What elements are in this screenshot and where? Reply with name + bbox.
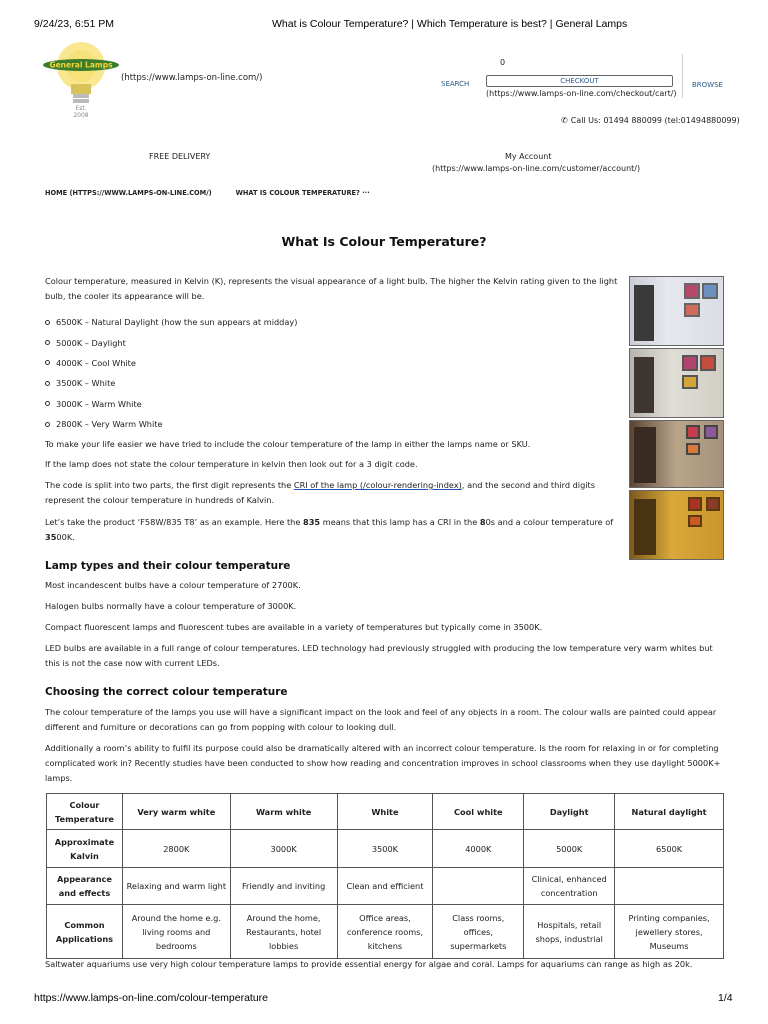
table-header-cell: Natural daylight <box>615 794 724 830</box>
table-header-cell: Warm white <box>230 794 337 830</box>
room-photo-3000k <box>629 420 724 488</box>
site-logo[interactable] <box>42 36 120 120</box>
table-cell: Printing companies, jewellery stores, Museums <box>615 905 724 959</box>
paragraph: Additionally a room’s ability to fulfil its purpose could also be dramatically altered with an incorrect colour temperature. Is the room for relaxing in or for completing complicated work in? Recently studies have been conducted to show how reading and concentration improves in school classrooms when they use daylight 5000K+ lamps. <box>45 743 721 783</box>
table-row-header: Approximate Kalvin <box>47 830 123 868</box>
list-item: 2800K – Very Warm White <box>45 414 620 434</box>
table-cell: Hospitals, retail shops, industrial <box>524 905 615 959</box>
search-link[interactable]: SEARCH <box>441 80 470 88</box>
list-item: 3000K – Warm White <box>45 394 620 414</box>
bullet-icon <box>45 422 50 427</box>
table-row-header: Appearance and effects <box>47 868 123 905</box>
table-cell <box>615 868 724 905</box>
room-photo-6500k <box>629 276 724 346</box>
intro-paragraph: Colour temperature, measured in Kelvin (K), represents the visual appearance of a light bulb. The higher the Kelvin rating given to the light bulb, the cooler its appearance will be. <box>45 276 618 301</box>
bullet-icon <box>45 340 50 345</box>
svg-text:Est.: Est. <box>75 105 87 112</box>
paragraph: LED bulbs are available in a full range of colour temperatures. LED technology had previously struggled with producing the low temperature very warm whites but this is not the case now with current LEDs. <box>45 643 713 668</box>
table-cell: 6500K <box>615 830 724 868</box>
table-cell: 2800K <box>122 830 230 868</box>
paragraph: Most incandescent bulbs have a colour temperature of 2700K. <box>45 580 301 590</box>
divider <box>682 54 683 98</box>
table-row-header: Common Applications <box>47 905 123 959</box>
my-account-url[interactable]: (https://www.lamps-on-line.com/customer/account/) <box>432 164 641 173</box>
bullet-icon <box>45 401 50 406</box>
bullet-icon <box>45 360 50 365</box>
bullet-icon <box>45 381 50 386</box>
table-row <box>47 830 724 868</box>
svg-text:General Lamps: General Lamps <box>49 60 113 70</box>
table-header-cell: Daylight <box>524 794 615 830</box>
table-header-cell: White <box>337 794 433 830</box>
temperature-list <box>45 312 620 434</box>
print-datetime: 9/24/23, 6:51 PM <box>34 18 114 30</box>
table-header-cell: Cool white <box>433 794 524 830</box>
section-heading-lamp-types: Lamp types and their colour temperature <box>45 560 291 572</box>
list-item: 6500K – Natural Daylight (how the sun appears at midday) <box>45 312 620 332</box>
cri-link[interactable]: CRI of the lamp (/colour-rendering-index) <box>293 480 462 490</box>
print-footer-url: https://www.lamps-on-line.com/colour-temperature <box>34 992 269 1004</box>
paragraph: Saltwater aquariums use very high colour temperature lamps to provide essential energy for algae and coral. Lamps for aquariums can range as high as 20k. <box>45 959 693 969</box>
print-doc-title: What is Colour Temperature? | Which Temperature is best? | General Lamps <box>272 18 628 30</box>
svg-text:2008: 2008 <box>73 112 89 119</box>
table-cell: 5000K <box>524 830 615 868</box>
table-cell: Office areas, conference rooms, kitchens <box>337 905 433 959</box>
list-item: 5000K – Daylight <box>45 332 620 352</box>
table-cell: Clinical, enhanced concentration <box>524 868 615 905</box>
table-cell: 3500K <box>337 830 433 868</box>
paragraph: Halogen bulbs normally have a colour temperature of 3000K. <box>45 601 297 611</box>
breadcrumb <box>45 189 370 197</box>
cart-count: 0 <box>500 58 506 67</box>
table-cell: 4000K <box>433 830 524 868</box>
table-cell: Clean and efficient <box>337 868 433 905</box>
print-page-number: 1/4 <box>718 992 733 1004</box>
table-cell: Friendly and inviting <box>230 868 337 905</box>
breadcrumb-home[interactable]: HOME (HTTPS://WWW.LAMPS-ON-LINE.COM/) <box>45 189 212 197</box>
section-heading-choosing: Choosing the correct colour temperature <box>45 686 288 698</box>
table-cell: Around the home e.g. living rooms and bedrooms <box>122 905 230 959</box>
list-item: 3500K – White <box>45 373 620 393</box>
room-photo-4000k <box>629 348 724 418</box>
call-us-text: Call Us: 01494 880099 (tel:01494880099) <box>570 116 740 125</box>
table-cell: Around the home, Restaurants, hotel lobbies <box>230 905 337 959</box>
table-header-cell: Very warm white <box>122 794 230 830</box>
my-account-link[interactable]: My Account <box>505 152 552 161</box>
paragraph: Compact fluorescent lamps and fluorescent tubes are available in a variety of temperatures but typically come in 3500K. <box>45 622 543 632</box>
checkout-url[interactable]: (https://www.lamps-on-line.com/checkout/cart/) <box>486 89 677 98</box>
page-title: What Is Colour Temperature? <box>281 234 487 249</box>
table-cell: 3000K <box>230 830 337 868</box>
phone-icon: ✆ <box>561 116 568 125</box>
lightbulb-logo-icon <box>42 36 120 120</box>
free-delivery: FREE DELIVERY <box>149 152 211 161</box>
table-row <box>47 905 724 959</box>
table-header-row <box>47 794 724 830</box>
table-cell: Relaxing and warm light <box>122 868 230 905</box>
paragraph: To make your life easier we have tried to include the colour temperature of the lamp in either the lamps name or SKU. <box>45 439 531 449</box>
checkout-button[interactable]: CHECKOUT <box>486 75 673 87</box>
bullet-icon <box>45 320 50 325</box>
paragraph: The colour temperature of the lamps you use will have a significant impact on the look and feel of any objects in a room. The colour walls are painted could appear different and furniture or decorations can go from popping with colour to looking dull. <box>45 707 717 732</box>
table-cell: Class rooms, offices, supermarkets <box>433 905 524 959</box>
browse-link[interactable]: BROWSE <box>692 81 723 89</box>
call-us[interactable] <box>561 116 740 125</box>
room-photo-2800k <box>629 490 724 560</box>
paragraph: The code is split into two parts, the first digit represents the CRI of the lamp (/colour-rendering-index), and the second and third digits represent the colour temperature in hundreds of Kalvin. <box>45 480 596 505</box>
colour-temperature-table <box>46 793 724 959</box>
table-row <box>47 868 724 905</box>
list-item: 4000K – Cool White <box>45 353 620 373</box>
home-url[interactable]: (https://www.lamps-on-line.com/) <box>121 73 263 83</box>
table-header-cell: Colour Temperature <box>47 794 123 830</box>
table-cell <box>433 868 524 905</box>
paragraph: Let’s take the product ‘F58W/835 T8’ as an example. Here the 835 means that this lamp has a CRI in the 80s and a colour temperature of 3500K. <box>45 517 614 542</box>
paragraph: If the lamp does not state the colour temperature in kelvin then look out for a 3 digit code. <box>45 459 418 469</box>
breadcrumb-current: WHAT IS COLOUR TEMPERATURE? ··· <box>235 189 370 197</box>
